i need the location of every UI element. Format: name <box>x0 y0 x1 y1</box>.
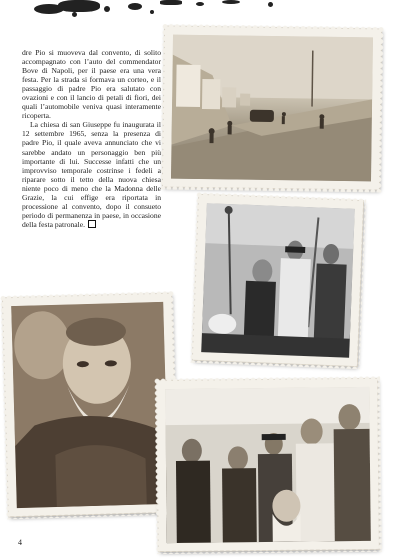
page-number: 4 <box>18 538 22 547</box>
photo-frame-padre-pio-portrait <box>3 294 177 517</box>
article-body <box>22 48 161 229</box>
article-paragraph: dre Pio si muoveva dal convento, di solito accompagnato con l’auto del commendator Bove di Napoli, per il paese era una vera festa. Per la strada si formava un corteo, e il passaggio di padre Pio era salutato con ovazioni e con il lancio di petali di fiori, dei quali l’automobile veniva quasi interamente ricoperta. <box>22 48 161 121</box>
end-of-article-square-icon <box>88 220 96 228</box>
photo-blessing-crowd <box>201 203 355 358</box>
photo-frame-street-procession <box>163 26 381 189</box>
article-paragraph-text: La chiesa di san Giuseppe fu inaugurata il 12 settembre 1965, senza la presenza di padre Pio, il quale aveva annunciato che vi sarebbe andato un personaggio ben più importante di lui. Successe infatti che un improvviso temporale costrinse i fedeli a riparare sotto il tetto della nuova chiesa niente poco di meno che la Madonna delle Grazie, la cui effige era riportata in processione al convento, dopo il consueto periodo di permanenza in paese, in occasione della festa patronale. <box>22 120 161 229</box>
photo-street-procession <box>171 35 373 182</box>
photo-padre-pio-portrait <box>11 302 169 508</box>
photo-frame-crowd-friars <box>157 379 379 551</box>
photo-crowd-friars <box>165 387 371 543</box>
article-paragraph <box>22 120 161 229</box>
photo-frame-blessing-crowd <box>193 195 363 366</box>
